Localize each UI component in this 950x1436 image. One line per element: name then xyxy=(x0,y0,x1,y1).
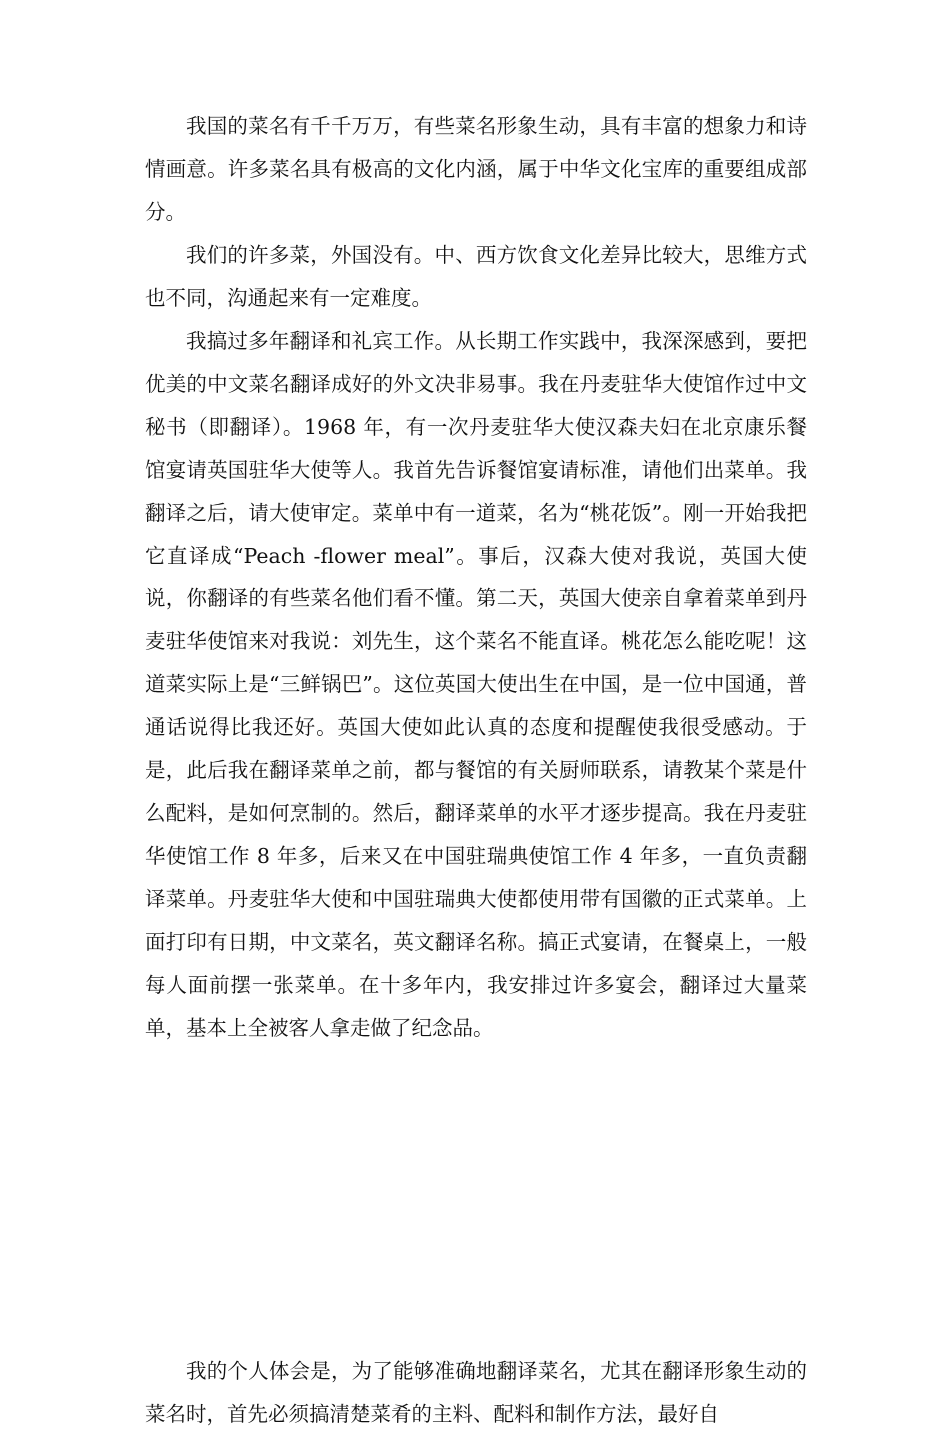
paragraph-1: 我国的菜名有千千万万，有些菜名形象生动，具有丰富的想象力和诗情画意。许多菜名具有极高的文化内涵，属于中华文化宝库的重要组成部分。 xyxy=(145,114,807,224)
paragraph-4: 我的个人体会是，为了能够准确地翻译菜名，尤其在翻译形象生动的菜名时，首先必须搞清楚菜肴的主料、配料和制作方法，最好自 xyxy=(145,1359,807,1426)
paragraph-3: 我搞过多年翻译和礼宾工作。从长期工作实践中，我深深感到，要把优美的中文菜名翻译成好的外文决非易事。我在丹麦驻华大使馆作过中文秘书（即翻译）。1968 年，有一次丹麦驻华大使汉森夫妇在北京康乐餐馆宴请英国驻华大使等人。我首先告诉餐馆宴请标准，请他们出菜单。我翻译之后，请大使审定。菜单中有一道菜，名为“桃花饭”。刚一开始我把它直译成“Peach -flower meal”。事后，汉森大使对我说，英国大使说，你翻译的有些菜名他们看不懂。第二天，英国大使亲自拿着菜单到丹麦驻华使馆来对我说：刘先生，这个菜名不能直译。桃花怎么能吃呢！这道菜实际上是“三鲜锅巴”。这位英国大使出生在中国，是一位中国通，普通话说得比我还好。英国大使如此认真的态度和提醒使我很受感动。于是，此后我在翻译菜单之前，都与餐馆的有关厨师联系，请教某个菜是什么配料，是如何烹制的。然后，翻译菜单的水平才逐步提高。我在丹麦驻华使馆工作 8 年多，后来又在中国驻瑞典使馆工作 4 年多，一直负责翻译菜单。丹麦驻华大使和中国驻瑞典大使都使用带有国徽的正式菜单。上面打印有日期，中文菜名，英文翻译名称。搞正式宴请，在餐桌上，一般每人面前摆一张菜单。在十多年内，我安排过许多宴会，翻译过大量菜单，基本上全被客人拿走做了纪念品。 xyxy=(145,329,807,1040)
body-text xyxy=(145,105,807,1436)
paragraph-2: 我们的许多菜，外国没有。中、西方饮食文化差异比较大，思维方式也不同，沟通起来有一定难度。 xyxy=(145,243,807,310)
